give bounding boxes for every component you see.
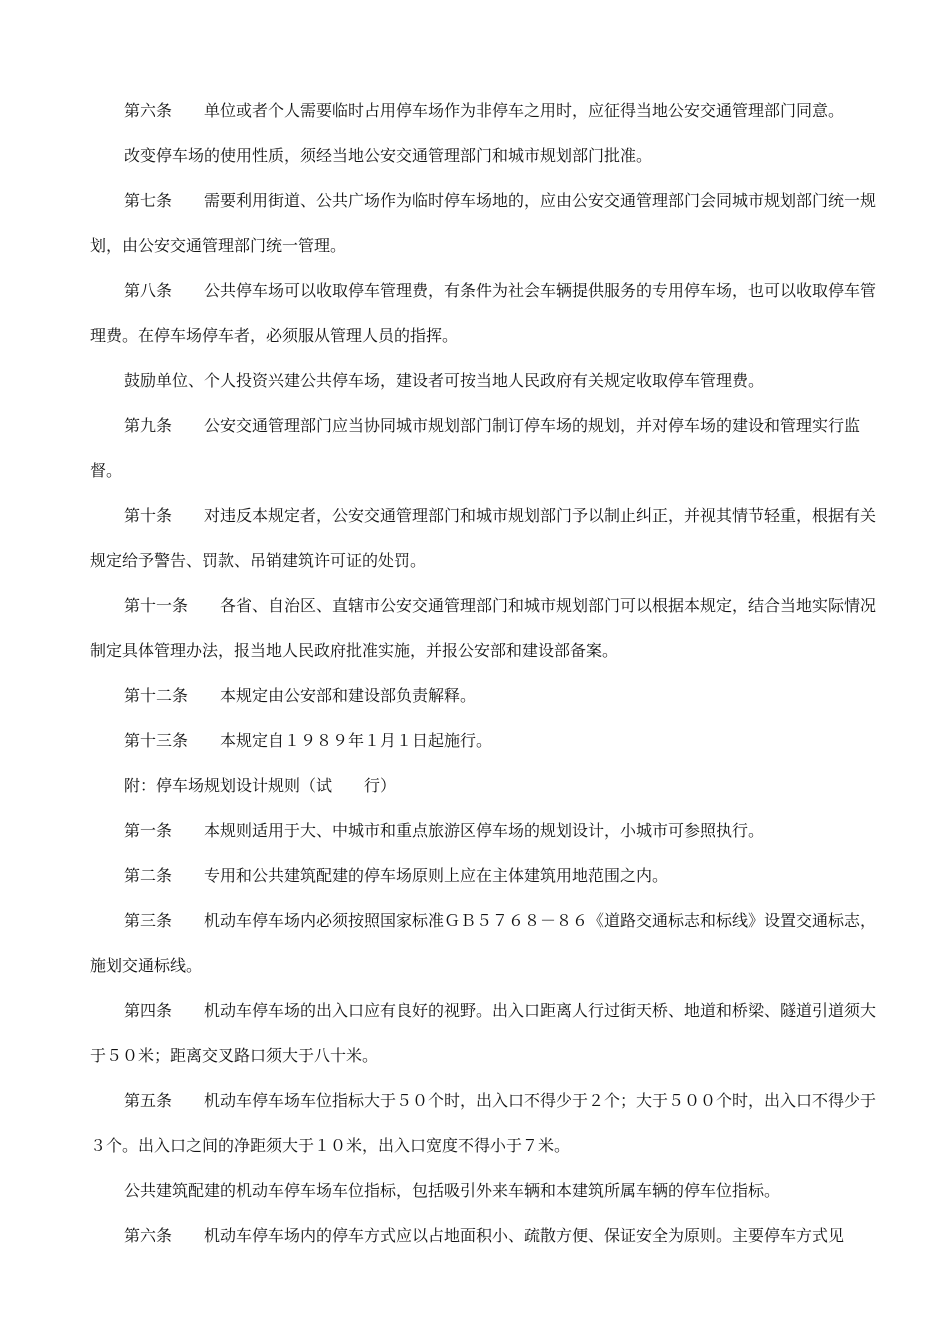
- article-6-paragraph: 第六条 单位或者个人需要临时占用停车场作为非停车之用时，应征得当地公安交通管理部门同意。: [124, 101, 845, 120]
- article-11-paragraph: 第十一条 各省、自治区、直辖市公安交通管理部门和城市规划部门可以根据本规定，结合当地实际情况制定具体管理办法，报当地人民政府批准实施，并报公安部和建设部备案。: [90, 596, 877, 660]
- encourage-paragraph: 鼓励单位、个人投资兴建公共停车场，建设者可按当地人民政府有关规定收取停车管理费。: [124, 371, 765, 390]
- article-12-paragraph: 第十二条 本规定由公安部和建设部负责解释。: [124, 686, 477, 705]
- article-8-paragraph: 第八条 公共停车场可以收取停车管理费，有条件为社会车辆提供服务的专用停车场，也可以收取停车管理费。在停车场停车者，必须服从管理人员的指挥。: [90, 281, 877, 345]
- article-13-paragraph: 第十三条 本规定自１９８９年１月１日起施行。: [124, 731, 493, 750]
- parking-index-paragraph: 公共建筑配建的机动车停车场车位指标，包括吸引外来车辆和本建筑所属车辆的停车位指标。: [124, 1181, 781, 1200]
- article-7-paragraph: 第七条 需要利用街道、公共广场作为临时停车场地的，应由公安交通管理部门会同城市规划部门统一规划，由公安交通管理部门统一管理。: [90, 191, 877, 255]
- usage-change-paragraph: 改变停车场的使用性质，须经当地公安交通管理部门和城市规划部门批准。: [124, 146, 653, 165]
- rule-5-paragraph: 第五条 机动车停车场车位指标大于５０个时，出入口不得少于２个；大于５００个时，出入口不得少于３个。出入口之间的净距须大于１０米，出入口宽度不得小于７米。: [90, 1091, 877, 1155]
- appendix-heading: 附：停车场规划设计规则（试 行）: [124, 776, 397, 795]
- rule-4-paragraph: 第四条 机动车停车场的出入口应有良好的视野。出入口距离人行过街天桥、地道和桥梁、隧道引道须大于５０米；距离交叉路口须大于八十米。: [90, 1001, 877, 1065]
- rule-3-paragraph: 第三条 机动车停车场内必须按照国家标准ＧＢ５７６８－８６《道路交通标志和标线》设置交通标志，施划交通标线。: [90, 911, 877, 975]
- article-10-paragraph: 第十条 对违反本规定者，公安交通管理部门和城市规划部门予以制止纠正，并视其情节轻重，根据有关规定给予警告、罚款、吊销建筑许可证的处罚。: [90, 506, 877, 570]
- rule-2-paragraph: 第二条 专用和公共建筑配建的停车场原则上应在主体建筑用地范围之内。: [124, 866, 669, 885]
- rule-1-paragraph: 第一条 本规则适用于大、中城市和重点旅游区停车场的规划设计，小城市可参照执行。: [124, 821, 765, 840]
- article-9-paragraph: 第九条 公安交通管理部门应当协同城市规划部门制订停车场的规划，并对停车场的建设和管理实行监督。: [90, 416, 861, 480]
- rule-6-paragraph: 第六条 机动车停车场内的停车方式应以占地面积小、疏散方便、保证安全为原则。主要停车方式见: [124, 1226, 845, 1245]
